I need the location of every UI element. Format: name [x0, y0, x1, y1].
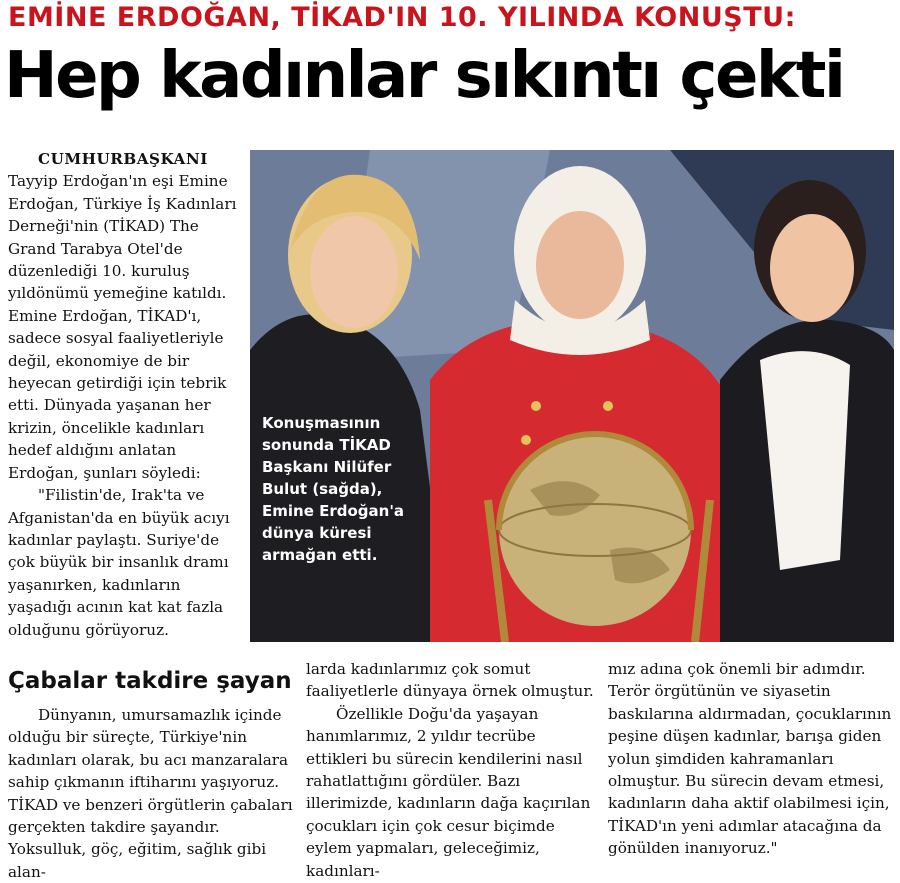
- body-column-2: [306, 658, 596, 882]
- body-paragraph: larda kadınlarımız çok somut faaliyetlerle dünyaya örnek olmuştur.: [306, 660, 594, 701]
- article-headline: Hep kadınlar sıkıntı çekti: [4, 39, 844, 113]
- article-photo: [250, 150, 894, 642]
- photo-caption: Konuşmasının sonunda TİKAD Başkanı Nilüfer Bulut (sağda), Emine Erdoğan'a dünya küresi armağan etti.: [262, 414, 405, 564]
- photo-illustration: [250, 150, 894, 642]
- body-paragraph: Dünyanın, umursamazlık içinde olduğu bir süreçte, Türkiye'nin kadınları olarak, bu acı manzaralara sahip çıkmanın iftiharını yaşıyoruz. TİKAD ve benzeri örgütlerin çabaları gerçekten takdire şayandır. Yoksulluk, göç, eğitim, sağlık gibi alan-: [8, 706, 293, 881]
- lead-paragraph: Tayyip Erdoğan'ın eşi Emine Erdoğan, Türkiye İş Kadınları Derneği'nin (TİKAD) The Grand Tarabya Otel'de düzenlediği 10. kuruluş yıldönümü yemeğine katıldı. Emine Erdoğan, TİKAD'ı, sadece sosyal faaliyetleriyle değil, ekonomiye de bir heyecan getirdiği için tebrik etti. Dünyada yaşanan her krizin, öncelikle kadınları hedef aldığını anlatan Erdoğan, şunları söyledi:: [8, 172, 237, 482]
- section-subhead: Çabalar takdire şayan: [8, 668, 292, 694]
- lead-column: [8, 148, 242, 641]
- body-paragraph: mız adına çok önemli bir adımdır. Terör örgütünün ve siyasetin baskılarına aldırmadan, çocuklarının peşine düşen kadınlar, barışa giden yolun şimdiden kahramanları olmuştur. Bu sürecin devam etmesi, kadınların daha aktif olabilmesi için, TİKAD'ın yeni adımlar atacağına da gönülden inanıyoruz.": [608, 660, 892, 858]
- body-column-1: [8, 704, 298, 883]
- lead-word: CUMHURBAŞKANI: [38, 150, 208, 168]
- body-paragraph: Özellikle Doğu'da yaşayan hanımlarımız, 2 yıldır tecrübe ettikleri bu sürecin kendilerini nasıl rahatlattığını gördüler. Bazı illerimizde, kadınların dağa kaçırılan çocukları için çok cesur biçimde eylem yapmaları, geleceğimiz, kadınları-: [306, 704, 591, 880]
- quote-paragraph: "Filistin'de, Irak'ta ve Afganistan'da en büyük acıyı kadınlar paylaştı. Suriye'de çok büyük bir insanlık dramı yaşanırken, kadınların yaşadığı acının kat kat fazla olduğunu görüyoruz.: [8, 486, 230, 639]
- article-kicker: EMİNE ERDOĞAN, TİKAD'IN 10. YILINDA KONUŞTU:: [8, 2, 796, 33]
- body-column-3: [608, 658, 894, 860]
